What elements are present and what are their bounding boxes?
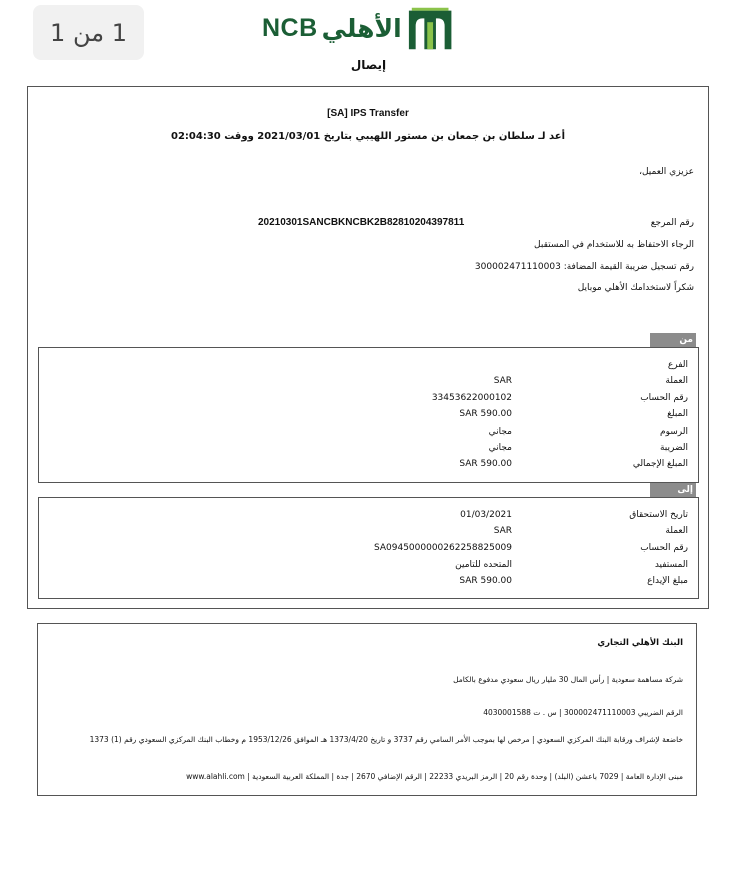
to-row-beneficiary: المستفيد المتحده للتامين: [455, 560, 688, 570]
from-section-tab: من: [650, 333, 696, 347]
from-row-amount: المبلغ 590.00 SAR: [459, 409, 688, 419]
footer-address: مبنى الإدارة العامة | 7029 باعشن (البلد) | وحدة رقم 20 | الرمز البريدي 22233 | الرقم الإضافي 2670 | جدة | المملكة العربية السعودية | www.alahli.com: [186, 772, 683, 781]
footer-tax: الرقم الضريبي 300002471110003 | س . ت 4030001588: [483, 708, 683, 717]
from-row-branch: الفرع: [667, 360, 688, 370]
greeting: عزيزي العميل،: [639, 167, 694, 177]
page-indicator: 1 من 1: [33, 5, 144, 60]
receipt-title: إيصال: [350, 58, 387, 72]
footer-regulation: خاضعة لإشراف ورقابة البنك المركزي السعودي | مرخص لها بموجب الأمر السامي رقم 3737 و تاريخ 1373/4/20 هـ الموافق 1953/12/26 م وخطاب البنك المركزي السعودي رقم (1) 1373: [89, 735, 683, 744]
footer-capital: شركة مساهمة سعودية | رأس المال 30 مليار ريال سعودي مدفوع بالكامل: [453, 675, 683, 684]
footer-bank-name: البنك الأهلي التجاري: [597, 638, 683, 648]
keep-note: الرجاء الاحتفاظ به للاستخدام في المستقبل: [534, 240, 694, 250]
ncb-logo: [262, 2, 454, 54]
logo-latin: NCB: [262, 13, 318, 42]
to-section-tab: إلى: [650, 483, 696, 497]
logo-arabic: الأهلي: [321, 13, 402, 43]
to-section: [38, 497, 699, 599]
reference-label: رقم المرجع: [650, 218, 694, 228]
from-section: [38, 347, 699, 483]
to-row-account: رقم الحساب SA0945000000262258825009: [373, 543, 688, 553]
to-row-deposit: مبلغ الإيداع 590.00 SAR: [459, 576, 688, 586]
from-row-total: المبلغ الإجمالي 590.00 SAR: [459, 459, 688, 469]
transfer-receipt: [27, 86, 709, 609]
transfer-subtitle: أعد لـ سلطان بن جمعان بن مستور اللهيبي بتاريخ 2021/03/01 ووقت 02:04:30: [170, 131, 566, 142]
from-row-tax: الضريبة مجاني: [488, 443, 688, 453]
transfer-type-title: [SA] IPS Transfer: [327, 108, 409, 119]
from-row-fees: الرسوم مجاني: [488, 427, 688, 437]
bank-footer: [37, 623, 697, 796]
ncb-emblem-icon: [406, 4, 454, 52]
from-row-currency: العملة SAR: [493, 376, 688, 386]
reference-value: 20210301SANCBKNCBK2B8281020439781​1: [258, 217, 465, 228]
from-row-account: رقم الحساب 33453622000102: [431, 393, 688, 403]
thanks-note: شكراً لاستخدامك الأهلي موبايل: [577, 283, 694, 293]
to-row-due-date: تاريخ الاستحقاق 01/03/2021: [460, 510, 688, 520]
vat-number: رقم تسجيل ضريبة القيمة المضافة: 300002471110003: [474, 262, 694, 272]
to-row-currency: العملة SAR: [493, 526, 688, 536]
